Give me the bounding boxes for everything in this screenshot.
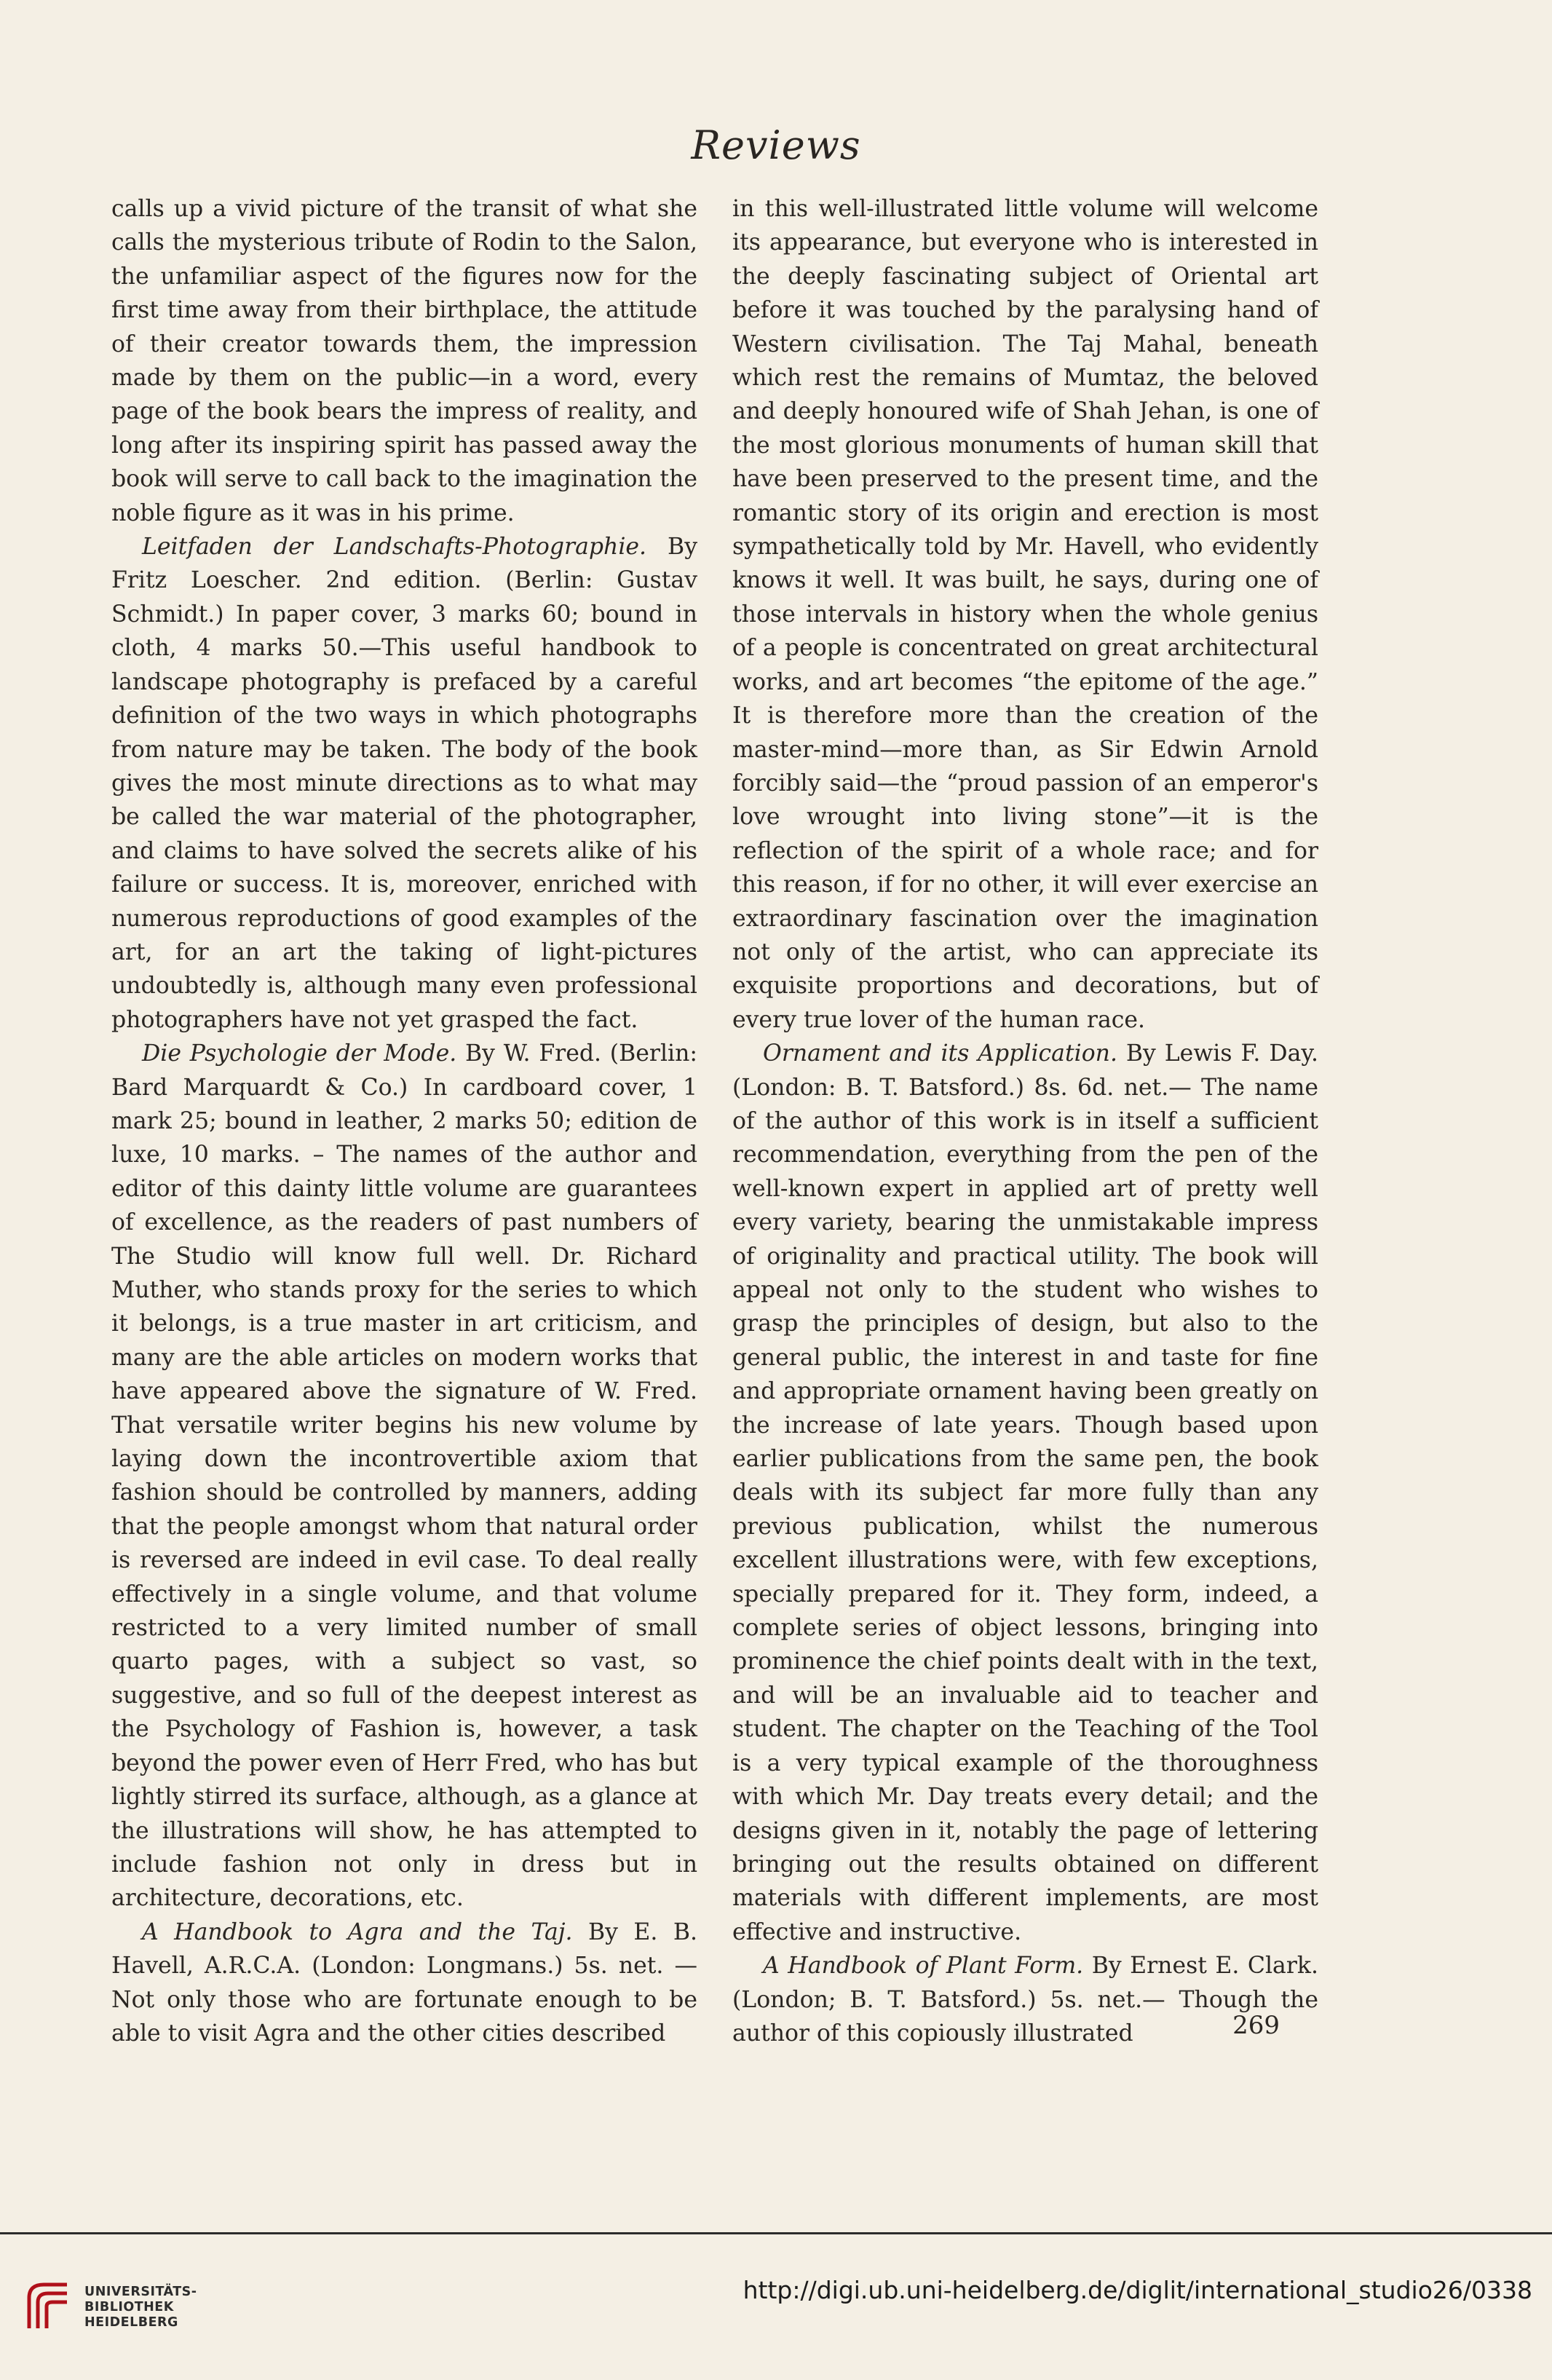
library-emblem-icon [22, 2277, 80, 2336]
review-continuation: in this well-illustrated little volume will welcome its appearance, but everyone who is interested in the deeply fascinating subject of Oriental art before it was touched by the paralysing hand of Western civilisation. The Taj Mahal, beneath which rest the remains of Mumtaz, the beloved and deeply honoured wife of Shah Jehan, is one of the most glorious monuments of human skill that have been preserved to the present time, and the romantic story of its origin and erection is most sympathetically told by Mr. Havell, who evidently knows it well. It was built, he says, during one of those intervals in history when the whole genius of a people is concentrated on great architectural works, and art becomes “the epitome of the age.” It is therefore more than the creation of the master-mind—more than, as Sir Edwin Arnold forcibly said—the “proud passion of an emperor's love wrought into living stone”—it is the reflection of the spirit of a whole race; and for this reason, if for no other, it will ever exercise an extraordinary fascination over the imagination not only of the artist, who can appreciate its exquisite proportions and decorations, but of every true lover of the human race. [732, 196, 1318, 1033]
library-line: HEIDELBERG [84, 2315, 178, 2330]
library-line: BIBLIOTHEK [84, 2300, 174, 2314]
book-title: A Handbook to Agra and the Taj. [142, 1918, 573, 1945]
library-name [84, 2285, 197, 2330]
review-ornament [732, 1037, 1318, 1949]
review-body: By E. B. Havell, A.R.C.A. (London: Longmans.) 5s. net. —Not only those who are fortunate enough to be able to visit Agra and the other cities described [111, 1918, 698, 2047]
footer-divider [0, 2232, 1552, 2234]
page-number: 269 [1232, 2011, 1280, 2040]
review-continuation: calls up a vivid picture of the transit of what she calls the mysterious tribute of Rodin to the Salon, the unfamiliar aspect of the figures now for the first time away from their birthplace, the attitude of their creator towards them, the impression made by them on the public—in a word, every page of the book bears the impress of reality, and long after its inspiring spirit has passed away the book will serve to call back to the imagination the noble figure as it was in his prime. [111, 196, 697, 526]
review-agra [111, 1916, 697, 2051]
source-url-link[interactable]: http://digi.ub.uni-heidelberg.de/diglit/international_studio26/0338 [743, 2276, 1532, 2304]
book-title: Leitfaden der Landschafts-Photographie. [142, 534, 647, 561]
library-line: UNIVERSITÄTS- [84, 2285, 197, 2299]
book-title: A Handbook of Plant Form. [763, 1953, 1084, 1980]
right-column [732, 192, 1318, 2050]
library-logo [22, 2277, 240, 2336]
review-body: By Fritz Loescher. 2nd edition. (Berlin: Gustav Schmidt.) In paper cover, 3 marks 60; bound in cloth, 4 marks 50.—This useful handbook to landscape photography is prefaced by a careful definition of the two ways in which photographs from nature may be taken. The body of the book gives the most minute directions as to what may be called the war material of the photographer, and claims to have solved the secrets alike of his failure or success. It is, moreover, enriched with numerous reproductions of good examples of the art, for an art the taking of light-pictures undoubtedly is, although many even professional photographers have not yet grasped the fact. [111, 534, 697, 1033]
review-leitfaden [111, 530, 697, 1037]
book-title: Ornament and its Application. [763, 1040, 1117, 1067]
book-title: Die Psychologie der Mode. [142, 1040, 457, 1067]
review-body: By Ernest E. Clark. (London; B. T. Batsford.) 5s. net.— Though the author of this copiously illustrated [732, 1953, 1318, 2047]
left-column [111, 192, 697, 2050]
review-body: By Lewis F. Day. (London: B. T. Batsford.) 8s. 6d. net.— The name of the author of this work is in itself a sufficient recommendation, everything from the pen of the well-known expert in applied art of pretty well every variety, bearing the unmistakable impress of originality and practical utility. The book will appeal not only to the student who wishes to grasp the principles of design, but also to the general public, the interest in and taste for fine and appropriate ornament having been greatly on the increase of late years. Though based upon earlier publications from the same pen, the book deals with its subject far more fully than any previous publication, whilst the numerous excellent illustrations were, with few exceptions, specially prepared for it. They form, indeed, a complete series of object lessons, bringing into prominence the chief points dealt with in the text, and will be an invaluable aid to teacher and student. The chapter on the Teaching of the Tool is a very typical example of the thoroughness with which Mr. Day treats every detail; and the designs given in it, notably the page of lettering bringing out the results obtained on different materials with different implements, are most effective and instructive. [732, 1040, 1318, 1945]
review-body: By W. Fred. (Berlin: Bard Marquardt & Co.) In cardboard cover, 1 mark 25; bound in leather, 2 marks 50; edition de luxe, 10 marks. – The names of the author and editor of this dainty little volume are guarantees of excellence, as the readers of past numbers of The Studio will know full well. Dr. Richard Muther, who stands proxy for the series to which it belongs, is a true master in art criticism, and many are the able articles on modern works that have appeared above the signature of W. Fred. That versatile writer begins his new volume by laying down the incontrovertible axiom that fashion should be controlled by manners, adding that the people amongst whom that natural order is reversed are indeed in evil case. To deal really effectively in a single volume, and that volume restricted to a very limited number of small quarto pages, with a subject so vast, so suggestive, and so full of the deepest interest as the Psychology of Fashion is, however, a task beyond the power even of Herr Fred, who has but lightly stirred its surface, although, as a glance at the illustrations will show, he has attempted to include fashion not only in dress but in architecture, decorations, etc. [111, 1040, 697, 1912]
review-psychologie [111, 1037, 697, 1916]
running-header: Reviews [691, 122, 861, 168]
